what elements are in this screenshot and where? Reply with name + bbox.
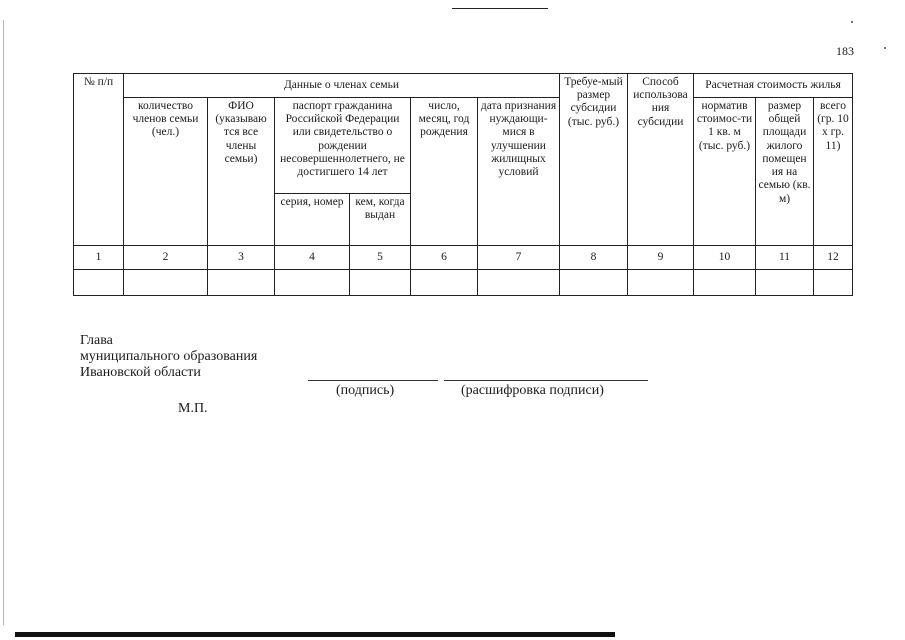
header-row-2 (74, 98, 853, 194)
column-number: 1 (74, 246, 124, 270)
empty-cell (350, 270, 411, 296)
column-number: 11 (756, 246, 814, 270)
header-num: № п/п (74, 74, 124, 246)
column-number: 4 (275, 246, 350, 270)
family-subsidy-table (73, 73, 853, 296)
column-number: 7 (478, 246, 560, 270)
header-norm-cost: норматив стоимос-ти 1 кв. м (тыс. руб.) (694, 98, 756, 246)
empty-cell (74, 270, 124, 296)
empty-cell (208, 270, 275, 296)
signatory-title-line2: муниципального образования (80, 349, 258, 364)
column-number: 3 (208, 246, 275, 270)
scan-top-rule (452, 8, 548, 9)
empty-cell (124, 270, 208, 296)
header-area: размер общей площади жилого помещен ия на семью (кв. м) (756, 98, 814, 246)
signature-line (308, 380, 438, 381)
empty-cell (814, 270, 853, 296)
column-number: 9 (628, 246, 694, 270)
header-fio: ФИО (указываю тся все члены семьи) (208, 98, 275, 246)
header-series: серия, номер (275, 194, 350, 246)
scan-bottom-bar (15, 632, 615, 637)
scan-left-edge (3, 20, 4, 625)
decode-line (444, 380, 648, 381)
header-total: всего (гр. 10 x гр. 11) (814, 98, 853, 246)
signatory-title-line3: Ивановской области (80, 365, 201, 380)
column-number: 6 (411, 246, 478, 270)
empty-cell (628, 270, 694, 296)
column-number: 8 (560, 246, 628, 270)
column-number: 12 (814, 246, 853, 270)
header-method: Способ использова ния субсидии (628, 74, 694, 246)
header-issued: кем, когда выдан (350, 194, 411, 246)
header-passport: паспорт гражданина Российской Федерации или свидетельство о рождении несовершеннолетнего, не достигшего 14 лет (275, 98, 411, 194)
header-row-1 (74, 74, 853, 98)
empty-cell (275, 270, 350, 296)
scan-speck (884, 47, 886, 49)
column-number: 2 (124, 246, 208, 270)
signature-block (80, 333, 257, 381)
empty-cell (694, 270, 756, 296)
scan-speck (851, 21, 853, 23)
header-subsidy: Требуе-мый размер субсидии (тыс. руб.) (560, 74, 628, 246)
header-members-count: количество членов семьи (чел.) (124, 98, 208, 246)
header-estimated-cost: Расчетная стоимость жилья (694, 74, 853, 98)
header-recognition-date: дата признания нуждающи-мися в улучшении жилищных условий (478, 98, 560, 246)
signature-caption: (подпись) (336, 383, 395, 398)
empty-cell (411, 270, 478, 296)
stamp-placeholder: М.П. (178, 401, 208, 416)
page-number: 183 (836, 44, 854, 58)
empty-cell (560, 270, 628, 296)
column-number-row (74, 246, 853, 270)
empty-cell (756, 270, 814, 296)
header-birth-date: число, месяц, год рождения (411, 98, 478, 246)
column-number: 5 (350, 246, 411, 270)
empty-data-row (74, 270, 853, 296)
decode-caption: (расшифровка подписи) (461, 383, 604, 398)
column-number: 10 (694, 246, 756, 270)
empty-cell (478, 270, 560, 296)
header-family-data: Данные о членах семьи (124, 74, 560, 98)
signatory-title-line1: Глава (80, 333, 113, 348)
